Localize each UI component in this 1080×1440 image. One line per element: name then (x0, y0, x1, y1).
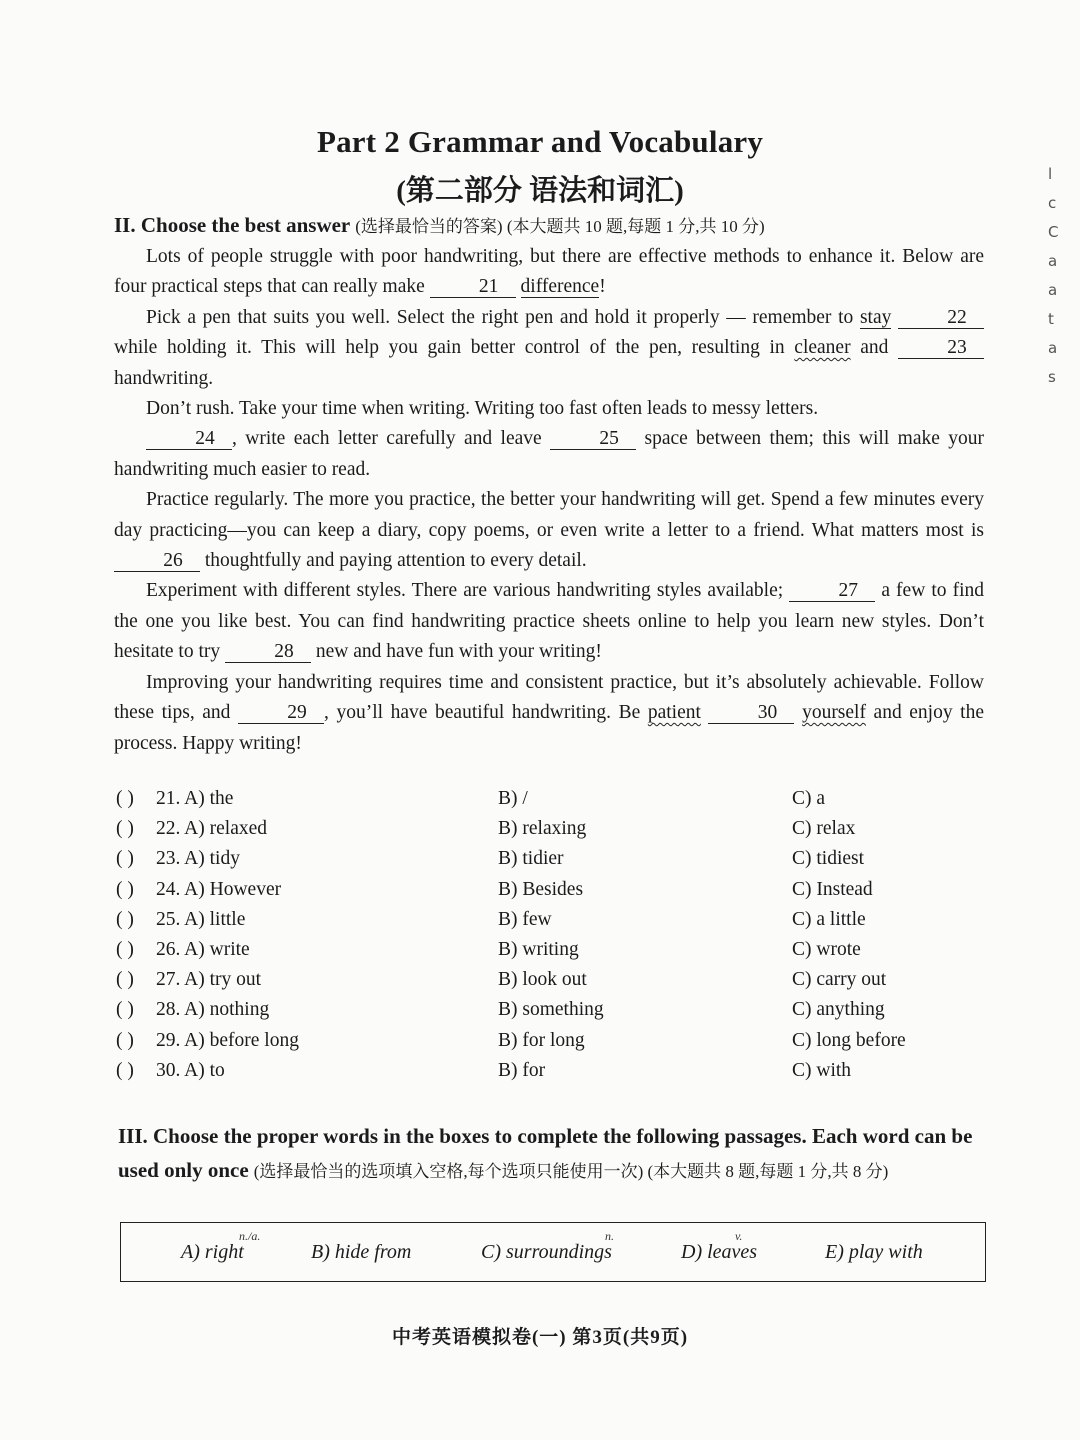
option-c: C) tidiest (792, 848, 865, 870)
blank-21[interactable]: 21 (430, 277, 516, 298)
option-b: B) writing (498, 938, 579, 960)
word-option-c (481, 1229, 614, 1264)
option-a: 23. A) tidy (156, 848, 240, 870)
blank-27[interactable]: 27 (789, 581, 875, 602)
text: and enjoy the process. Happy writing! (114, 702, 985, 754)
option-row-27 (116, 969, 996, 999)
option-row-24 (116, 879, 996, 909)
option-c: C) carry out (792, 969, 887, 991)
option-c: C) a little (792, 908, 866, 930)
option-row-29 (116, 1030, 996, 1060)
text: , write each letter carefully and leave (232, 428, 542, 450)
section2-title: II. Choose the best answer (114, 213, 351, 237)
answer-paren[interactable]: ( ) (116, 908, 134, 930)
section3-heading (118, 1120, 988, 1188)
text: Practice regularly. The more you practice, the better your handwriting will get. Spend a few minutes every day practicing—you can keep a diary, copy poems, or even write a letter to a friend. What matters most is (114, 489, 984, 541)
text: thoughtfully and paying attention to every detail. (204, 550, 587, 572)
text: while holding it. This will help you gain better control of the pen, resulting in (114, 337, 785, 359)
option-a: 22. A) relaxed (156, 818, 268, 840)
word-text: E) play with (825, 1241, 923, 1263)
section3-title: III. Choose the proper words in the boxes to complete the following passages. Each word can be used only once (118, 1124, 973, 1182)
option-row-30 (116, 1060, 996, 1090)
handwritten-note: n./a. (239, 1229, 261, 1243)
text: new and have fun with your writing! (315, 641, 602, 663)
option-c: C) long before (792, 1029, 906, 1051)
option-row-22 (116, 818, 996, 848)
option-a: 24. A) However (156, 878, 282, 900)
paragraph-6 (114, 576, 984, 667)
word-option-a (181, 1229, 261, 1264)
page-title: Part 2 Grammar and Vocabulary (316, 124, 764, 159)
word-option-d (681, 1229, 758, 1264)
page-subtitle: (第二部分 语法和词汇) (396, 175, 684, 207)
paragraph-7 (114, 668, 984, 759)
option-b: B) few (498, 908, 552, 930)
answer-paren[interactable]: ( ) (116, 818, 134, 840)
word-text: D) leaves (681, 1241, 758, 1263)
text: a few to find the one you like best. You can find handwriting practice sheets online to help you learn new styles. Don’t hesitate to try (114, 580, 985, 663)
text: Pick a pen that suits you well. Select the right pen and hold it properly — remember to (146, 306, 854, 328)
edge-char: l (1048, 165, 1053, 183)
paragraph-1 (114, 242, 984, 303)
word-text: A) right (181, 1241, 244, 1263)
option-a: 29. A) before long (156, 1029, 299, 1051)
option-b: B) Besides (498, 878, 584, 900)
option-c: C) relax (792, 818, 856, 840)
option-b: B) for (498, 1059, 546, 1081)
answer-paren[interactable]: ( ) (116, 878, 134, 900)
paragraph-3: Don’t rush. Take your time when writing. Writing too fast often leads to messy letters. (146, 398, 819, 420)
options-list (116, 788, 996, 1090)
edge-char: a (1048, 252, 1058, 270)
option-b: B) / (498, 788, 528, 809)
paragraph-2 (114, 303, 984, 394)
answer-paren[interactable]: ( ) (116, 788, 134, 809)
option-a: 28. A) nothing (156, 999, 270, 1021)
text: , you’ll have beautiful handwriting. Be (324, 702, 641, 724)
paragraph-5 (114, 485, 984, 576)
option-c: C) a (792, 788, 826, 809)
edge-char: c (1048, 194, 1057, 212)
word-box (120, 1222, 986, 1282)
option-row-25 (116, 909, 996, 939)
option-row-23 (116, 848, 996, 878)
option-a: 30. A) to (156, 1059, 225, 1081)
section2-heading (114, 212, 994, 238)
underlined-word: patient (647, 702, 701, 724)
blank-24[interactable]: 24 (146, 429, 232, 450)
answer-paren[interactable]: ( ) (116, 938, 134, 960)
option-c: C) with (792, 1059, 852, 1081)
blank-30[interactable]: 30 (708, 703, 794, 724)
option-row-28 (116, 999, 996, 1029)
text: Improving your handwriting requires time and consistent practice, but it’s absolutely achievable. Follow these tips, and (114, 671, 984, 724)
page-footer: 中考英语模拟卷(一) 第3页(共9页) (391, 1327, 689, 1348)
reading-passage (114, 242, 984, 759)
answer-paren[interactable]: ( ) (116, 1029, 134, 1051)
text: Experiment with different styles. There are various handwriting styles available; (146, 580, 784, 602)
section3-note: (选择最恰当的选项填入空格,每个选项只能使用一次) (本大题共 8 题,每题 1 分,共 8 分) (253, 1162, 889, 1181)
option-row-26 (116, 939, 996, 969)
edge-char: a (1048, 281, 1058, 299)
edge-char: a (1048, 339, 1058, 357)
handwritten-note: n. (605, 1229, 614, 1243)
blank-23[interactable]: 23 (898, 338, 984, 359)
word-option-b (311, 1241, 411, 1264)
blank-25[interactable]: 25 (550, 429, 636, 450)
text: and (860, 337, 889, 359)
underlined-word: difference (520, 276, 600, 298)
word-option-e (825, 1241, 923, 1264)
answer-paren[interactable]: ( ) (116, 999, 134, 1021)
option-a: 21. A) the (156, 788, 234, 809)
text: ! (599, 276, 606, 298)
blank-22[interactable]: 22 (898, 308, 984, 329)
underlined-word: stay (859, 306, 892, 328)
edge-char: t (1048, 310, 1054, 328)
text: Lots of people struggle with poor handwriting, but there are effective methods to enhance it. Below are four practical steps that can really make (114, 246, 984, 298)
option-a: 26. A) write (156, 938, 250, 960)
answer-paren[interactable]: ( ) (116, 848, 134, 870)
paragraph-4 (114, 424, 984, 485)
edge-char: s (1048, 368, 1056, 386)
option-b: B) for long (498, 1029, 585, 1051)
section2-note: (选择最恰当的答案) (本大题共 10 题,每题 1 分,共 10 分) (355, 217, 765, 236)
option-c: C) wrote (792, 938, 861, 960)
option-b: B) look out (498, 969, 587, 991)
word-text: C) surroundings (481, 1241, 612, 1263)
answer-paren[interactable]: ( ) (116, 1059, 134, 1081)
option-a: 25. A) little (156, 908, 246, 930)
option-row-21 (116, 788, 996, 818)
underlined-word: yourself (802, 702, 866, 724)
option-c: C) anything (792, 999, 885, 1021)
edge-char: C (1048, 223, 1059, 241)
option-a: 27. A) try out (156, 969, 262, 991)
option-b: B) tidier (498, 848, 564, 870)
adjacent-page-edge (1048, 160, 1064, 392)
option-b: B) relaxing (498, 818, 587, 840)
blank-26[interactable]: 26 (114, 551, 200, 572)
text: handwriting. (114, 367, 214, 389)
blank-28[interactable]: 28 (225, 642, 311, 663)
answer-paren[interactable]: ( ) (116, 969, 134, 991)
blank-29[interactable]: 29 (238, 703, 324, 724)
word-text: B) hide from (311, 1241, 412, 1263)
option-c: C) Instead (792, 878, 873, 900)
handwritten-note: v. (735, 1229, 743, 1243)
text: space between them; this will make your handwriting much easier to read. (114, 428, 985, 480)
option-b: B) something (498, 999, 604, 1021)
underlined-word: cleaner (794, 337, 851, 359)
